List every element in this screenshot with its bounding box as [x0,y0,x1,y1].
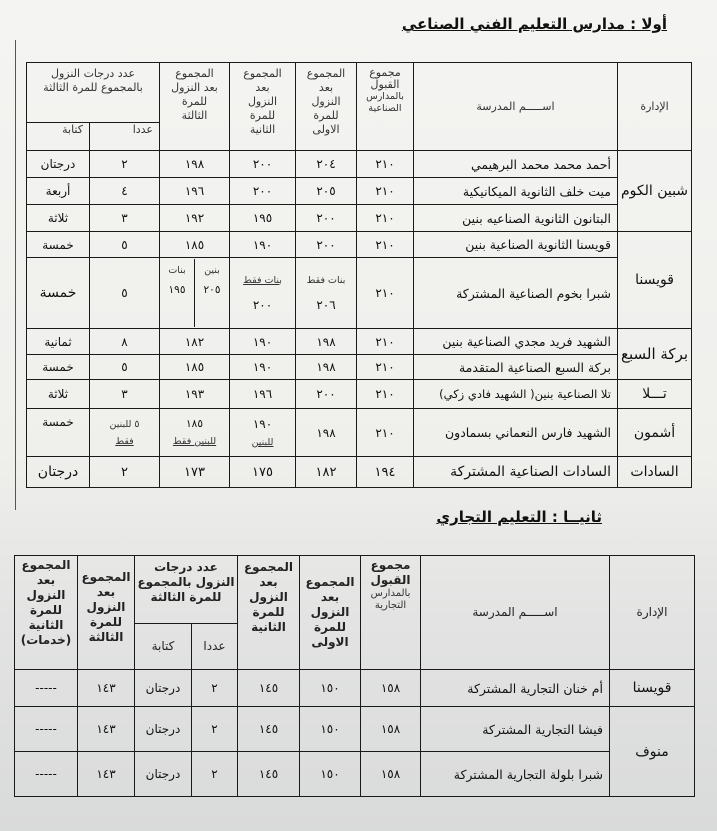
third-round-value: ١٩٨ [160,151,230,178]
header-acceptance [357,63,414,151]
table-row [27,178,692,205]
admin-cell: منوف [610,707,695,797]
section1-title: أولا : مدارس التعليم الفني الصناعي [401,15,667,33]
header-line: الاولى [312,123,340,136]
acceptance-value: ١٥٨ [361,752,421,797]
second-round-value: ٢٠٠ [230,178,296,205]
grades-number: ٣ [90,205,160,232]
second-round-value: ١٩٠ [230,355,296,380]
header-grades-words: كتابة [134,624,191,670]
second-round-value: ١٩٦ [230,380,296,409]
table-header-row [14,556,694,624]
services-value: ----- [14,752,77,797]
girls-only-note: بنات فقط [243,274,282,286]
second-round-value: ١٤٥ [238,752,300,797]
header-line: مجموع [370,558,411,572]
industrial-schools-table [26,62,692,488]
header-line: الثانية [249,123,276,136]
header-line: للمرة [89,615,122,629]
header-line: النزول [311,95,341,108]
grades-number: ٢ [90,151,160,178]
third-round-split-cell [160,258,230,329]
header-school: اســـــم المدرسة [421,556,610,670]
acceptance-value: ٢١٠ [357,205,414,232]
first-round-value: ١٩٨ [296,355,357,380]
admin-cell: أشمون [618,409,692,457]
header-line: بعد النزول [171,81,218,94]
header-services [14,556,77,670]
acceptance-value: ٢١٠ [357,355,414,380]
header-line: للمرة [249,109,276,122]
header-line: النزول [26,588,66,602]
table-row [14,707,694,752]
acceptance-value: ٢١٠ [357,232,414,258]
grades-words: أربعة [27,178,90,205]
first-round-value: ٢٠٠ [296,232,357,258]
grades-number: ٣ [90,380,160,409]
section2-title: ثانيــا : التعليم التجاري [436,508,602,526]
acceptance-value: ٢١٠ [357,258,414,329]
header-line: عدد درجات النزول [50,67,136,80]
third-round-value: ١٤٣ [77,752,134,797]
first-round-value: ١٩٨ [296,329,357,355]
grades-words: خمسة [27,409,90,457]
third-round-value: ١٤٣ [77,707,134,752]
header-line: القبول [370,78,400,91]
header-line: للمرة [313,109,339,122]
boys-note: للبنين [251,437,274,448]
acceptance-value: ٢١٠ [357,380,414,409]
boys-only-note: للبنين فقط [172,436,217,447]
table-row [27,329,692,355]
header-line: الثالثة [181,109,208,122]
table-row [27,380,692,409]
header-first-round [296,63,357,151]
second-round-value: ١٩٠ [230,232,296,258]
third-round-girls-value: ١٩٥ [168,284,186,296]
second-round-cell [230,409,296,457]
header-line: التجارية [374,600,407,611]
header-third-round [160,63,230,151]
header-line: الاولى [311,635,349,649]
school-name: شبرا بلولة التجارية المشتركة [421,752,610,797]
grades-number: ٤ [90,178,160,205]
grades-number: ٥ [90,232,160,258]
third-round-value: ١٨٥ [160,355,230,380]
header-line: بعد [96,585,116,599]
second-round-value: ١٤٥ [238,670,300,707]
second-round-value: ١٩٠ [230,329,296,355]
school-name: البتانون الثانوية الصناعيه بنين [414,205,618,232]
header-line: للمرة [252,605,285,619]
first-round-value: ١٥٠ [300,752,361,797]
grades-number: ٢ [192,707,238,752]
table-row [27,151,692,178]
admin-cell: قويسنا [610,670,695,707]
admin-cell: قويسنا [618,232,692,329]
page-frame-line [15,40,16,510]
first-round-value: ١٩٨ [296,409,357,457]
school-name: شبرا بخوم الصناعية المشتركة [414,258,618,329]
table-row [14,752,694,797]
grades-number-cell [90,409,160,457]
header-grades-number: عددا [90,123,160,151]
second-round-value: ١٩٥ [230,205,296,232]
header-line: المجموع [243,560,294,574]
header-line: للمرة [181,95,208,108]
second-round-value: ٢٠٠ [230,151,296,178]
grades-number: ٥ للبنين [109,418,140,430]
grades-number: ٨ [90,329,160,355]
grades-words: ثلاثة [27,380,90,409]
school-name: قويسنا الثانوية الصناعية بنين [414,232,618,258]
grades-words: درجتان [134,707,191,752]
second-round-value: ٢٠٠ [252,297,273,312]
admin-cell: بركة السبع [618,329,692,380]
first-round-value: ١٥٠ [300,670,361,707]
grades-words: درجتان [134,670,191,707]
header-line: بعد [255,81,270,94]
acceptance-value: ٢١٠ [357,409,414,457]
table-row [27,457,692,488]
grades-words: درجتان [27,151,90,178]
grades-words: خمسة [27,232,90,258]
header-acceptance [361,556,421,670]
header-line: النزول بالمجموع [137,575,235,589]
grades-words: ثمانية [27,329,90,355]
header-line: النزول [249,590,288,604]
school-name: أم خنان التجارية المشتركة [421,670,610,707]
header-line: مجموع [369,66,401,79]
header-line: الثانية [251,620,286,634]
acceptance-value: ٢١٠ [357,178,414,205]
header-line: بالمدارس [370,588,411,599]
header-second-round [230,63,296,151]
first-round-cell [296,258,357,329]
school-name: فيشا التجارية المشتركة [421,707,610,752]
header-line: المجموع [81,570,131,584]
school-name: الشهيد فريد مجدي الصناعية بنين [414,329,618,355]
table-row [14,670,694,707]
first-round-value: ٢٠٥ [296,178,357,205]
first-round-value: ٢٠٦ [316,297,336,312]
grades-number: ٥ [90,355,160,380]
third-round-value: ١٨٢ [160,329,230,355]
header-line: المجموع [21,558,71,572]
header-line: النزول [247,95,278,108]
services-value: ----- [14,670,77,707]
third-round-value: ١٩٦ [160,178,230,205]
school-name: تلا الصناعية بنين( الشهيد فادي زكي) [414,380,618,409]
third-round-value: ١٨٥ [160,232,230,258]
header-grades-group [27,63,160,123]
third-round-boys-value: ٢٠٥ [203,284,221,296]
third-round-cell [160,409,230,457]
first-round-value: ٢٠٤ [296,151,357,178]
header-school: اســـــم المدرسة [414,63,618,151]
first-round-value: ٢٠٠ [296,205,357,232]
admin-cell: شبين الكوم [618,151,692,232]
first-round-value: ١٥٠ [300,707,361,752]
header-admin: الإدارة [618,63,692,151]
third-round-boys [195,259,229,327]
header-third-round [77,556,134,670]
header-line: (خدمات) [20,633,72,647]
header-line: الثالثة [88,630,124,644]
header-admin: الإدارة [610,556,695,670]
school-name: بركة السبع الصناعية المتقدمة [414,355,618,380]
acceptance-value: ١٥٨ [361,707,421,752]
second-round-value: ١٤٥ [238,707,300,752]
first-round-value: ١٨٢ [296,457,357,488]
header-line: للمرة [314,620,346,634]
header-line: المجموع [306,67,346,80]
grades-number: ٢ [192,670,238,707]
grades-number: ٢ [90,457,160,488]
admin-cell: تـــلا [618,380,692,409]
school-name: السادات الصناعية المشتركة [414,457,618,488]
header-grades-words: كتابة [27,123,90,151]
grades-number: ٢ [192,752,238,797]
third-round-girls [160,259,195,327]
header-line: بعد [320,590,340,604]
girls-only-note: بنات فقط [306,274,346,286]
header-first-round [300,556,361,670]
school-name: الشهيد فارس النعماني بسمادون [414,409,618,457]
header-line: بالمجموع للمرة الثالثة [43,81,143,94]
grades-words: درجتان [27,457,90,488]
boys-only-note: فقط [115,435,134,447]
header-line: المجموع [243,67,282,80]
header-line: بعد [259,575,278,589]
header-line: بعد [36,573,56,587]
header-line: المجموع [305,575,355,589]
header-line: القبول [370,573,411,587]
third-round-value: ١٤٣ [77,670,134,707]
table-header-row [27,63,692,123]
grades-words: ثلاثة [27,205,90,232]
table-row [27,232,692,258]
second-round-cell [230,258,296,329]
acceptance-value: ٢١٠ [357,329,414,355]
header-grades-number: عددا [192,624,238,670]
third-round-value: ١٩٢ [160,205,230,232]
header-line: للمرة الثالثة [150,590,222,604]
header-line: النزول [310,605,350,619]
header-line: النزول [86,600,126,614]
header-second-round [238,556,300,670]
header-grades-group [134,556,237,624]
third-round-value: ١٨٥ [186,418,203,430]
table-row [27,258,692,329]
acceptance-value: ١٥٨ [361,670,421,707]
third-round-value: ١٧٣ [160,457,230,488]
header-line: بعد [318,81,334,94]
grades-words: خمسة [27,355,90,380]
second-round-value: ١٩٠ [252,417,273,431]
girls-label: بنات [168,265,186,276]
second-round-value: ١٧٥ [230,457,296,488]
school-name: أحمد محمد محمد البرهيمي [414,151,618,178]
school-name: ميت خلف الثانوية الميكانيكية [414,178,618,205]
services-value: ----- [14,707,77,752]
table-row [27,205,692,232]
grades-words: خمسة [27,258,90,329]
header-line: المجموع [175,67,214,80]
commercial-schools-table [14,555,695,797]
grades-words: درجتان [134,752,191,797]
table-row [27,409,692,457]
header-line: الصناعية [368,103,402,114]
admin-cell: السادات [618,457,692,488]
grades-number: ٥ [90,258,160,329]
header-line: الثانية [28,618,64,632]
first-round-value: ٢٠٠ [296,380,357,409]
header-line: بالمدارس [366,91,404,102]
header-line: للمرة [29,603,62,617]
acceptance-value: ١٩٤ [357,457,414,488]
third-round-value: ١٩٣ [160,380,230,409]
table-row [27,355,692,380]
acceptance-value: ٢١٠ [357,151,414,178]
header-line: عدد درجات [154,560,218,574]
boys-label: بنين [204,265,220,276]
